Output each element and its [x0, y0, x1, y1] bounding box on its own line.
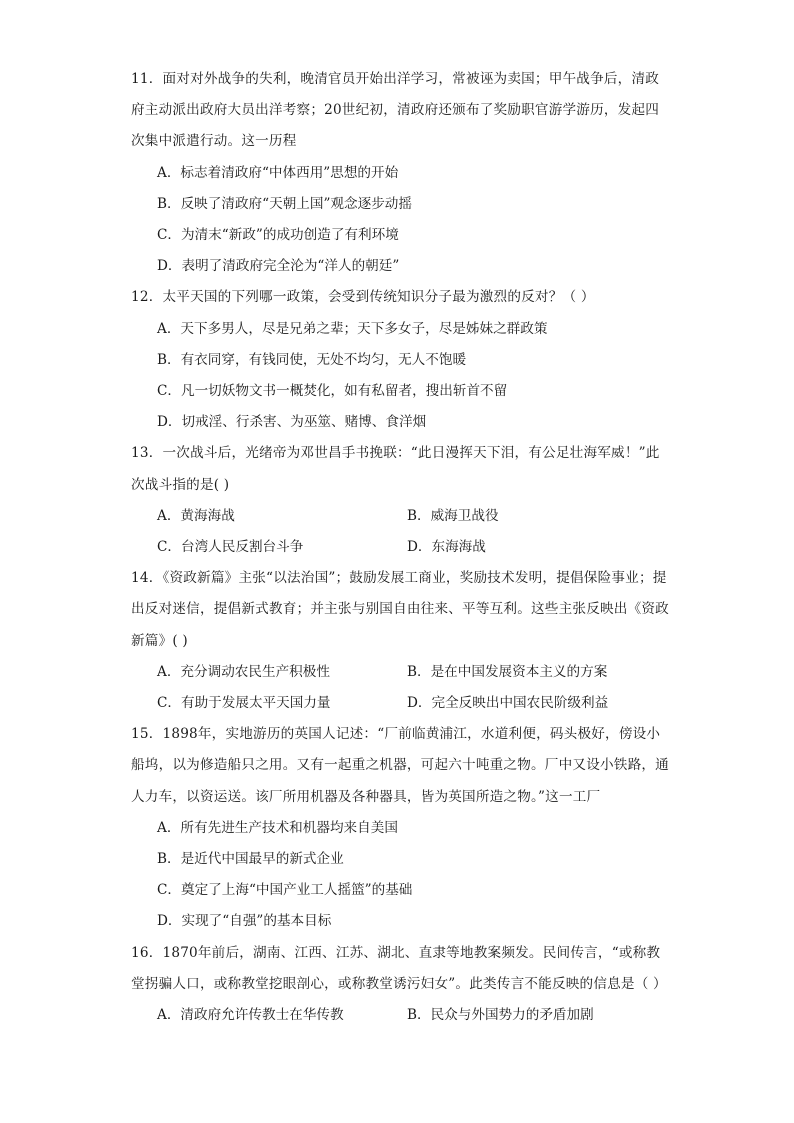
option-c: C．凡一切妖物文书一概焚化，如有私留者，搜出斩首不留: [157, 383, 508, 400]
option-d: D．表明了清政府完全沦为“洋人的朝廷”: [157, 258, 400, 275]
question-12: [131, 282, 671, 438]
question-stem: 11．面对对外战争的失利，晚清官员开始出洋学习，常被诬为卖国；甲午战争后，清政府主动派出政府大员出洋考察；20世纪初，清政府还颁布了奖励职官游学游历，发起四次集中派遣行动。这一历程: [131, 71, 660, 150]
option-b: B．威海卫战役: [407, 507, 499, 524]
question-stem: 12．太平天国的下列哪一政策，会受到传统知识分子最为激烈的反对？（ ）: [131, 289, 595, 306]
option-b: B．是近代中国最早的新式企业: [157, 851, 344, 868]
option-c: C．有助于发展太平天国力量: [157, 695, 331, 712]
question-11: [131, 64, 671, 282]
option-d: D．东海海战: [407, 539, 486, 556]
option-a: A．充分调动农民生产积极性: [157, 663, 330, 680]
question-list: [131, 64, 671, 1031]
option-a: A．清政府允许传教士在华传教: [157, 1007, 344, 1024]
option-c: C．奠定了上海“中国产业工人摇篮”的基础: [157, 882, 413, 899]
option-c: C．台湾人民反割台斗争: [157, 539, 304, 556]
question-stem: 15．1898年，实地游历的英国人记述：“厂前临黄浦江，水道利便，码头极好，傍设小船坞，以为修造船只之用。又有一起重之机器，可起六十吨重之物。厂中又设小铁路，通人力车，以资运送。该厂所用机器及各种器具，皆为英国所造之物。”这一工厂: [131, 726, 669, 805]
option-a: A．所有先进生产技术和机器均来自美国: [157, 819, 398, 836]
option-d: D．完全反映出中国农民阶级利益: [407, 695, 609, 712]
option-a: A．天下多男人，尽是兄弟之辈；天下多女子，尽是姊妹之群政策: [157, 320, 548, 337]
option-b: B．是在中国发展资本主义的方案: [407, 663, 608, 680]
option-row: [131, 688, 671, 719]
question-15: [131, 719, 671, 937]
option-a: A．标志着清政府“中体西用”思想的开始: [157, 164, 399, 181]
option-a: A．黄海海战: [157, 507, 235, 524]
question-stem: 14．《资政新篇》主张“以法治国”；鼓励发展工商业，奖励技术发明，提倡保险事业；提出反对迷信，提倡新式教育；并主张与别国自由往来、平等互利。这些主张反映出《资政新篇》( ): [131, 570, 669, 649]
question-14: [131, 563, 671, 719]
option-row: [131, 657, 671, 688]
option-d: D．切戒淫、行杀害、为巫筮、赌博、食洋烟: [157, 414, 427, 431]
option-b: B．有衣同穿，有钱同使，无处不均匀，无人不饱暖: [157, 351, 467, 368]
question-13: [131, 438, 671, 563]
option-d: D．实现了“自强”的基本目标: [157, 913, 332, 930]
option-b: B．民众与外国势力的矛盾加剧: [407, 1007, 594, 1024]
option-b: B．反映了清政府“天朝上国”观念逐步动摇: [157, 195, 412, 212]
option-row: [131, 501, 671, 532]
option-row: [131, 532, 671, 563]
question-stem: 13．一次战斗后，光绪帝为邓世昌手书挽联：“此日漫挥天下泪，有公足壮海军威！”此次战斗指的是( ): [131, 445, 660, 493]
option-c: C．为清末“新政”的成功创造了有利环境: [157, 227, 399, 244]
question-16: [131, 938, 671, 1032]
question-stem: 16．1870年前后，湖南、江西、江苏、湖北、直隶等地教案频发。民间传言，“或称教堂拐骗人口，或称教堂挖眼剖心，或称教堂诱污妇女”。此类传言不能反映的信息是（ ）: [131, 944, 667, 992]
option-row: [131, 1000, 671, 1031]
